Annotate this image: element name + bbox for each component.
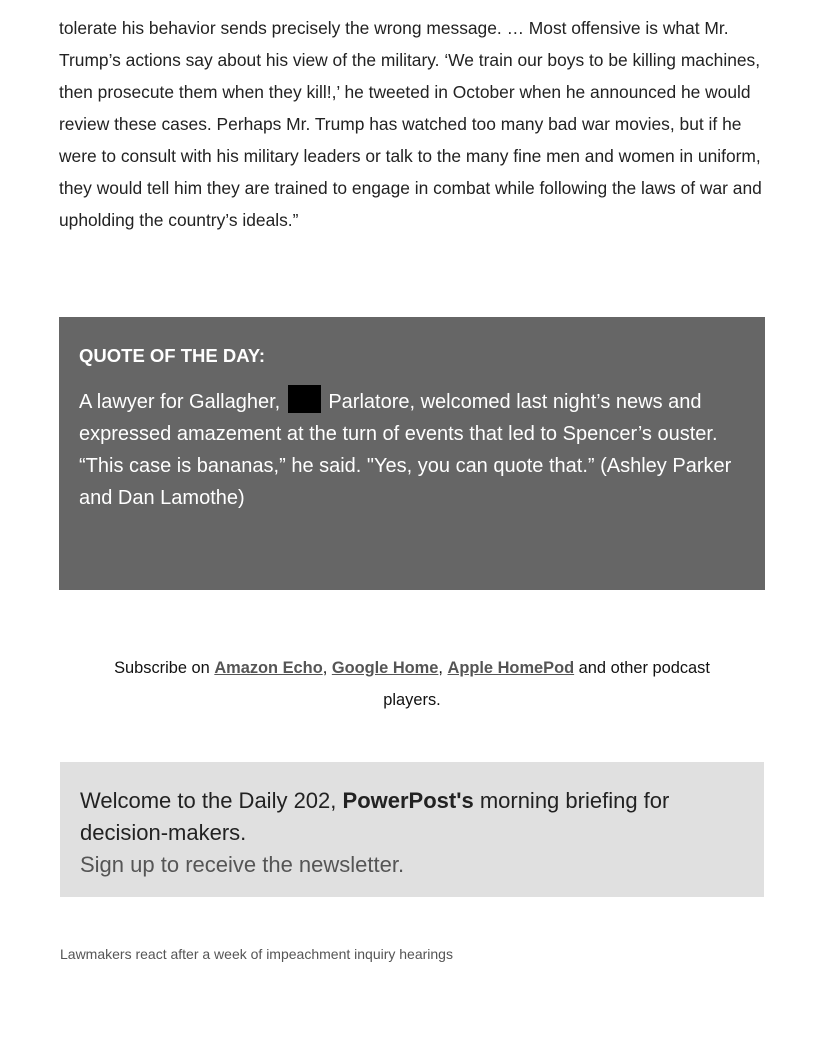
promo-brand: PowerPost's: [342, 788, 474, 813]
article-paragraph: tolerate his behavior sends precisely the wrong message. … Most offensive is what Mr. Trump’s actions say about his view of the military. ‘We train our boys to be killing machines, then prosecute them when they kill!,’ he tweeted in October when he announced he would review these cases. Perhaps Mr. Trump has watched too many bad war movies, but if he were to consult with his military leaders or talk to the many fine men and women in uniform, they would tell him they are trained to engage in combat while following the laws of war and upholding the country’s ideals.”: [59, 18, 762, 230]
subscribe-suffix: and other podcast players.: [383, 659, 710, 709]
newsletter-signup-link[interactable]: Sign up to receive the newsletter.: [80, 852, 405, 877]
quote-text-before: A lawyer for Gallagher,: [79, 391, 281, 413]
amazon-echo-link[interactable]: Amazon Echo: [214, 659, 323, 677]
quote-text: [79, 385, 745, 514]
quote-of-the-day-box: [59, 317, 765, 590]
apple-homepod-link[interactable]: Apple HomePod: [447, 659, 575, 677]
promo-welcome: [80, 785, 744, 849]
subscribe-separator: ,: [322, 659, 328, 677]
subscribe-line: [100, 652, 724, 716]
subscribe-separator: ,: [438, 659, 443, 677]
google-home-link[interactable]: Google Home: [331, 659, 439, 677]
redaction-block: [288, 385, 321, 413]
newsletter-promo-box: [60, 762, 764, 897]
quote-text-after: Parlatore, welcomed last night’s news and expressed amazement at the turn of events that led to Spencer’s ouster. “This case is bananas,” he said. "Yes, you can quote that.” (Ashley Parker and Dan Lamothe): [79, 391, 732, 509]
promo-text-before: Welcome to the Daily 202,: [80, 788, 337, 813]
subscribe-prefix: Subscribe on: [114, 659, 210, 677]
quote-heading: QUOTE OF THE DAY:: [79, 345, 266, 366]
video-caption: Lawmakers react after a week of impeachment inquiry hearings: [60, 946, 453, 962]
promo-text-after: morning briefing for decision-makers.: [80, 788, 670, 845]
